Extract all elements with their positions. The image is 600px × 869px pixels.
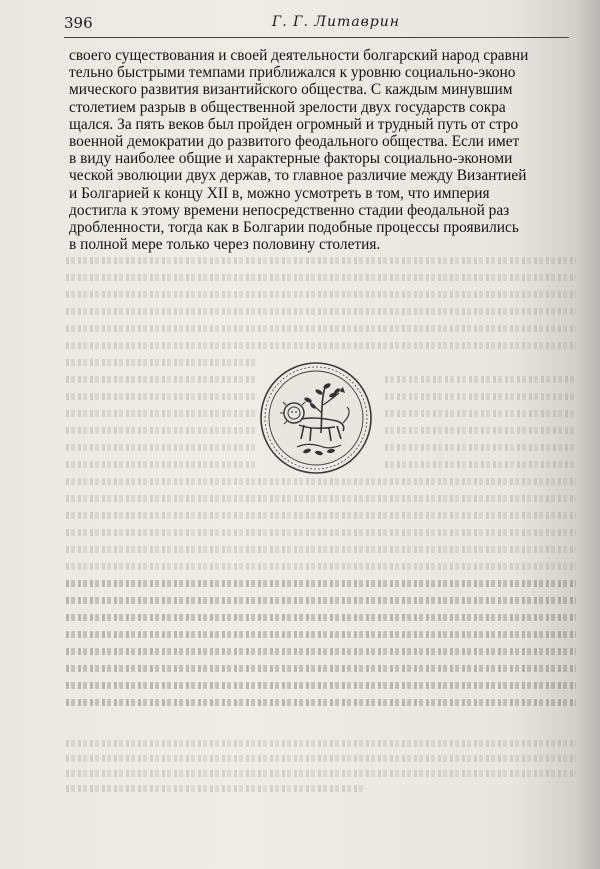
text-line: в виду наиболее общие и характерные факторы социально-экономи (69, 150, 513, 168)
lion-seal-icon (259, 361, 373, 475)
text-line: мического развития византийского общества. С каждым минувшим (69, 81, 513, 99)
text-line: ческой эволюции двух держав, то главное различие между Византией (69, 167, 527, 185)
text-line: и Болгарией к концу XII в, можно усмотреть в том, что империя (69, 184, 490, 202)
text-line: тельно быстрыми темпами приближался к уровню социально-эконо (69, 64, 516, 82)
text-line: в полной мере только через половину столетия. (69, 236, 381, 254)
text-line: достигла к этому времени непосредственно стадии феодальной раз (69, 201, 510, 219)
page-number: 396 (64, 14, 93, 32)
header-rule (64, 37, 569, 38)
running-head-author: Г. Г. Литаврин (272, 14, 401, 30)
body-paragraph (69, 47, 589, 253)
text-line: своего существования и своей деятельности болгарский народ сравни (69, 47, 529, 64)
text-line: военной демократии до развитого феодального общества. Если имет (69, 133, 520, 151)
text-line: дробленности, тогда как в Болгарии подобные процессы проявились (69, 219, 519, 237)
text-line: щался. За пять веков был пройден огромный и трудный путь от стро (69, 115, 519, 133)
running-head (64, 14, 569, 34)
text-line: столетием разрыв в общественной зрелости двух государств сокра (69, 98, 506, 116)
